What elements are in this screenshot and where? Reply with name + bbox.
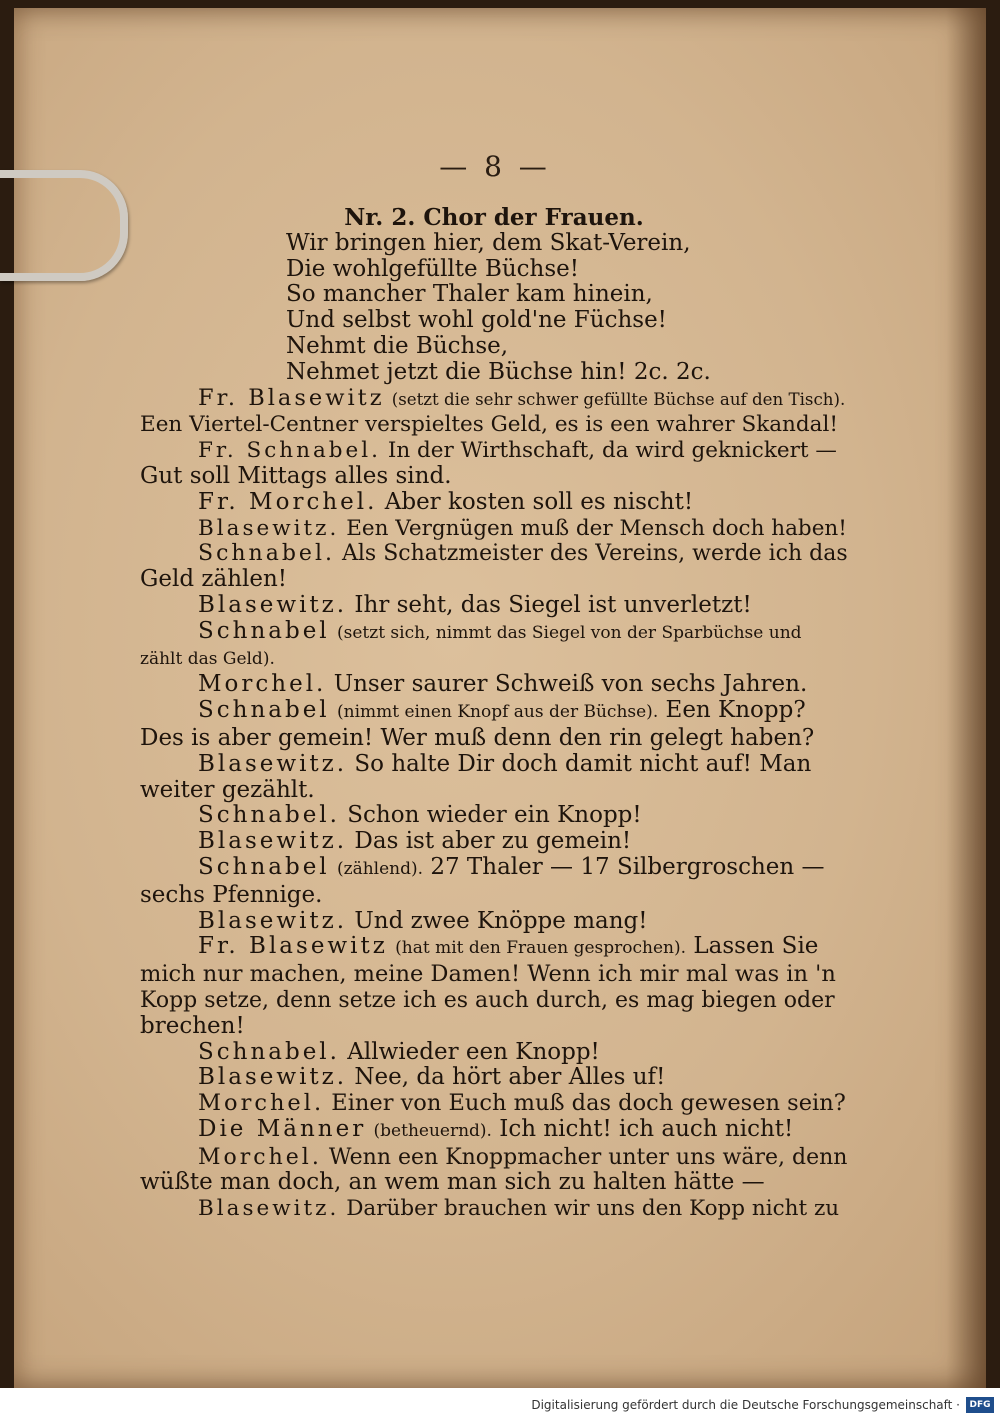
page-text bbox=[140, 205, 848, 1222]
dialogue-text: Ich nicht! ich auch nicht! bbox=[499, 1115, 794, 1142]
dialogue-line bbox=[140, 803, 848, 829]
verse-line: So mancher Thaler kam hinein, bbox=[286, 281, 653, 308]
dialogue-line bbox=[140, 1040, 848, 1066]
dialogue-line bbox=[140, 516, 848, 542]
speaker-name: Morchel. bbox=[198, 1144, 322, 1170]
dialogue-line bbox=[140, 541, 848, 567]
dialogue-line bbox=[140, 829, 848, 855]
dialogue-line: mich nur machen, meine Damen! Wenn ich mir mal was in 'n bbox=[140, 961, 836, 988]
speaker-name: Blasewitz. bbox=[198, 515, 340, 541]
stage-direction: (hat mit den Frauen gesprochen). bbox=[395, 938, 687, 959]
dialogue-line: Gut soll Mittags alles sind. bbox=[140, 462, 452, 489]
speaker-name: Fr. Blasewitz bbox=[198, 384, 385, 411]
dialogue-text: Een Knopp? bbox=[665, 697, 806, 724]
paper-clip bbox=[0, 170, 128, 281]
speaker-name: Schnabel. bbox=[198, 541, 335, 567]
stage-direction: (setzt die sehr schwer gefüllte Büchse auf den Tisch). bbox=[391, 389, 846, 409]
dialogue-text: Aber kosten soll es nischt! bbox=[384, 488, 694, 515]
dialogue-line: sechs Pfennige. bbox=[140, 881, 323, 908]
footer-credit: Digitalisierung gefördert durch die Deutsche Forschungsgemeinschaft · bbox=[531, 1398, 960, 1412]
dialogue-line bbox=[140, 438, 848, 464]
dialogue-text: Lassen Sie bbox=[693, 933, 819, 960]
speaker-name: Schnabel bbox=[198, 853, 330, 880]
dialogue-text: Een Vergnügen muß der Mensch doch haben! bbox=[346, 515, 847, 541]
dialogue-line bbox=[140, 1065, 848, 1091]
verse-line: Nehmt die Büchse, bbox=[286, 332, 509, 359]
speaker-name: Schnabel bbox=[198, 617, 330, 644]
dialogue-text: Schon wieder ein Knopp! bbox=[347, 802, 642, 829]
speaker-name: Blasewitz. bbox=[198, 907, 348, 934]
speaker-name: Schnabel bbox=[198, 697, 330, 724]
verse-line: Und selbst wohl gold'ne Füchse! bbox=[286, 307, 667, 334]
dialogue-text: Und zwee Knöppe mang! bbox=[354, 907, 648, 934]
speaker-name: Fr. Blasewitz bbox=[198, 933, 388, 960]
dialogue-text: Als Schatzmeister des Vereins, werde ich das bbox=[341, 541, 848, 567]
dialogue-text: So halte Dir doch damit nicht auf! Man bbox=[354, 750, 812, 777]
stage-direction: (nimmt einen Knopf aus der Büchse). bbox=[336, 702, 659, 723]
speaker-name: Blasewitz. bbox=[198, 828, 348, 855]
dialogue-text: Das ist aber zu gemein! bbox=[354, 828, 632, 855]
dialogue-line bbox=[140, 1091, 848, 1117]
dialogue-line: wüßte man doch, an wem man sich zu halten hätte — bbox=[140, 1169, 765, 1196]
dialogue-text: In der Wirthschaft, da wird geknickert — bbox=[387, 438, 837, 464]
dialogue-line: Geld zählen! bbox=[140, 566, 288, 593]
dialogue-line: Kopp setze, denn setze ich es auch durch, es mag biegen oder bbox=[140, 987, 835, 1013]
dialogue-line: brechen! bbox=[140, 1012, 245, 1039]
dialogue-line bbox=[140, 1117, 848, 1145]
dialogue-line bbox=[140, 698, 848, 726]
dialogue-text: Darüber brauchen wir uns den Kopp nicht zu bbox=[346, 1196, 840, 1222]
dialogue-text: Ihr seht, das Siegel ist unverletzt! bbox=[354, 591, 752, 618]
verse-line: Wir bringen hier, dem Skat-Verein, bbox=[286, 229, 691, 256]
dialogue-line bbox=[140, 909, 848, 935]
dialogue-line bbox=[140, 1145, 848, 1171]
footer-bar bbox=[0, 1388, 1000, 1420]
stage-direction: (betheuernd). bbox=[373, 1120, 492, 1141]
dialogue-text: Einer von Euch muß das doch gewesen sein? bbox=[331, 1090, 846, 1117]
book-spine-shadow bbox=[946, 8, 986, 1388]
dialogue-line bbox=[140, 386, 848, 413]
speaker-name: Morchel. bbox=[198, 1090, 325, 1117]
dialogue-line bbox=[140, 934, 848, 962]
dialogue-text: Allwieder een Knopp! bbox=[347, 1038, 600, 1065]
dialogue-line bbox=[140, 672, 848, 698]
dialogue-line bbox=[140, 855, 848, 883]
verse-line: Nehmet jetzt die Büchse hin! 2c. 2c. bbox=[286, 358, 711, 385]
stage-direction-line: zählt das Geld). bbox=[140, 648, 275, 669]
speaker-name: Fr. Schnabel. bbox=[198, 438, 381, 464]
speaker-name: Schnabel. bbox=[198, 802, 340, 829]
dialogue-line: weiter gezählt. bbox=[140, 776, 315, 803]
dialogue-line bbox=[140, 619, 848, 647]
speaker-name: Blasewitz. bbox=[198, 1064, 348, 1091]
stage-direction: (setzt sich, nimmt das Siegel von der Sparbüchse und bbox=[336, 622, 802, 643]
speaker-name: Blasewitz. bbox=[198, 1196, 340, 1222]
speaker-name: Fr. Morchel. bbox=[198, 488, 378, 515]
speaker-name: Morchel. bbox=[198, 671, 327, 698]
dialogue-line: Een Viertel-Centner verspieltes Geld, es is een wahrer Skandal! bbox=[140, 412, 838, 438]
dfg-logo: DFG bbox=[966, 1397, 994, 1413]
dialogue-text: Unser saurer Schweiß von sechs Jahren. bbox=[333, 671, 808, 698]
stage-direction: (zählend). bbox=[336, 858, 424, 879]
speaker-name: Die Männer bbox=[198, 1115, 367, 1142]
speaker-name: Blasewitz. bbox=[198, 591, 348, 618]
dialogue-text: 27 Thaler — 17 Silbergroschen — bbox=[430, 853, 825, 880]
dialogue-text: Wenn een Knoppmacher unter uns wäre, denn bbox=[328, 1144, 848, 1170]
dialogue-line bbox=[140, 593, 848, 619]
dialogue-text: Nee, da hört aber Alles uf! bbox=[354, 1064, 666, 1091]
dialogue-line bbox=[140, 1196, 848, 1222]
speaker-name: Blasewitz. bbox=[198, 750, 348, 777]
section-heading: Nr. 2. Chor der Frauen. bbox=[344, 204, 644, 231]
dialogue-line bbox=[140, 752, 848, 778]
dialogue-line: Des is aber gemein! Wer muß denn den rin gelegt haben? bbox=[140, 724, 815, 751]
speaker-name: Schnabel. bbox=[198, 1038, 340, 1065]
dialogue-line bbox=[140, 490, 848, 516]
verse-line: Die wohlgefüllte Büchse! bbox=[286, 255, 580, 282]
page-number: — 8 — bbox=[439, 150, 551, 183]
